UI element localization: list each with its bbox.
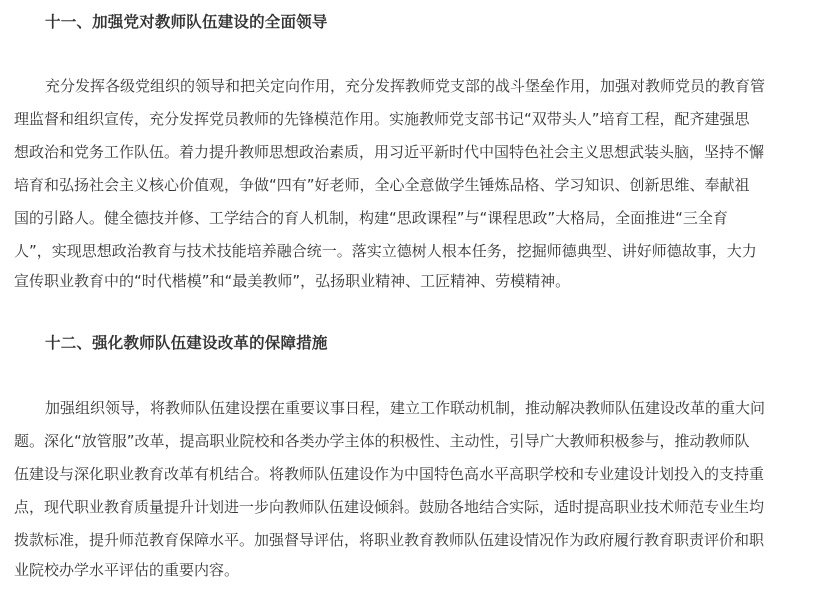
paragraph-line: 点，现代职业教育质量提升计划进一步向教师队伍建设倾斜。鼓励各地结合实际，适时提高职业技术师范专业生均 xyxy=(14,498,765,516)
paragraph-line: 充分发挥各级党组织的领导和把关定向作用，充分发挥教师党支部的战斗堡垒作用，加强对教师党员的教育管 xyxy=(45,77,766,95)
paragraph-line: 拨款标准，提升师范教育保障水平。加强督导评估，将职业教育教师队伍建设情况作为政府履行教育职责评价和职 xyxy=(14,531,765,549)
paragraph-line: 宣传职业教育中的“时代楷模”和“最美教师”，弘扬职业精神、工匠精神、劳模精神。 xyxy=(14,272,571,290)
paragraph-line: 想政治和党务工作队伍。着力提升教师思想政治素质，用习近平新时代中国特色社会主义思想武装头脑，坚持不懈 xyxy=(14,143,765,161)
section-11-heading: 十一、加强党对教师队伍建设的全面领导 xyxy=(45,13,328,31)
section-12-heading: 十二、强化教师队伍建设改革的保障措施 xyxy=(45,334,328,352)
paragraph-line: 理监督和组织宣传，充分发挥党员教师的先锋模范作用。实施教师党支部书记“双带头人”培育工程，配齐建强思 xyxy=(14,110,750,128)
paragraph-line: 国的引路人。健全德技并修、工学结合的育人机制，构建“思政课程”与“课程思政”大格局，全面推进“三全育 xyxy=(14,209,728,227)
paragraph-line: 人”，实现思想政治教育与技术技能培养融合统一。落实立德树人根本任务，挖掘师德典型、讲好师德故事，大力 xyxy=(14,242,757,260)
paragraph-line: 业院校办学水平评估的重要内容。 xyxy=(14,561,240,579)
paragraph-line: 题。深化“放管服”改革，提高职业院校和各类办学主体的积极性、主动性，引导广大教师积极参与，推动教师队 xyxy=(14,432,750,450)
paragraph-line: 培育和弘扬社会主义核心价值观，争做“四有”好老师，全心全意做学生锤炼品格、学习知识、创新思维、奉献祖 xyxy=(14,176,750,194)
paragraph-line: 加强组织领导，将教师队伍建设摆在重要议事日程，建立工作联动机制，推动解决教师队伍建设改革的重大问 xyxy=(45,399,766,417)
paragraph-line: 伍建设与深化职业教育改革有机结合。将教师队伍建设作为中国特色高水平高职学校和专业建设计划投入的支持重 xyxy=(14,465,765,483)
